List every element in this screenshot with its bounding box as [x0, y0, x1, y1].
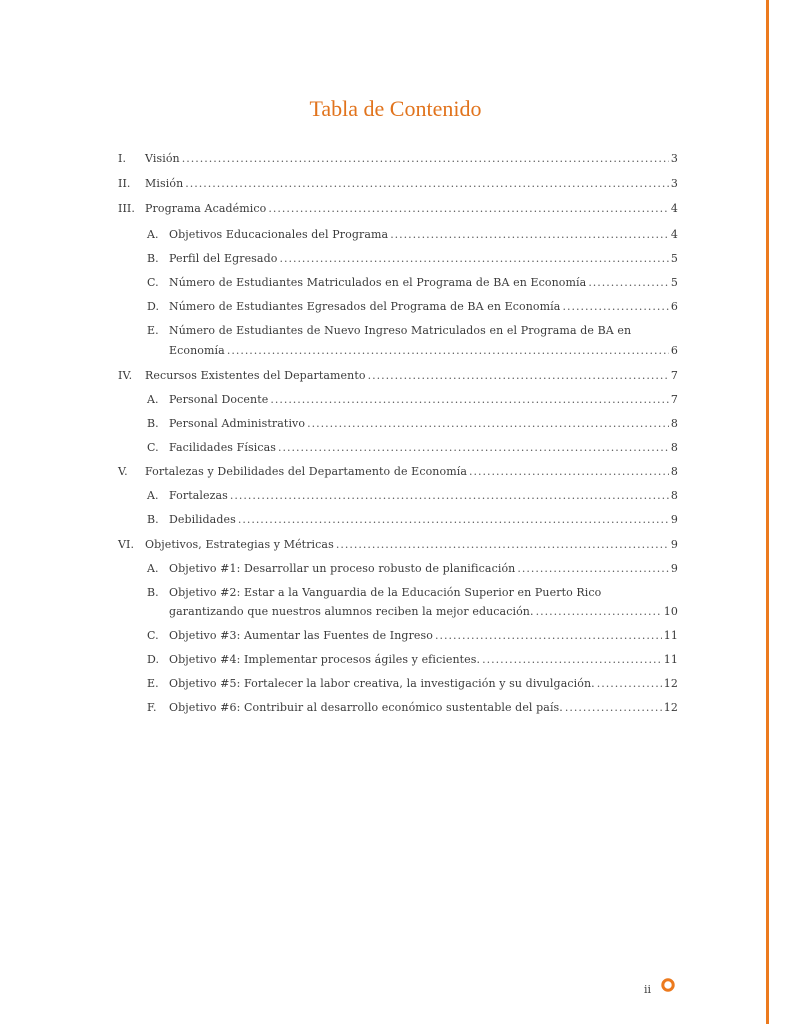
toc-entry-label: Fortalezas	[169, 489, 228, 502]
dot-leader	[182, 152, 669, 165]
toc-entry-number: V.	[118, 465, 128, 478]
toc-entry-label: Objetivo #4: Implementar procesos ágiles y eficientes.	[169, 653, 481, 666]
dot-leader	[469, 465, 669, 478]
toc-entry-label: garantizando que nuestros alumnos reciben la mejor educación.	[169, 605, 534, 618]
dot-leader	[517, 562, 669, 575]
toc-entry-fortalezas-debilidades[interactable]	[118, 465, 678, 481]
toc-entry-label: Número de Estudiantes Egresados del Programa de BA en Economía	[169, 300, 561, 313]
dot-leader	[562, 300, 668, 313]
toc-entry-label: Visión	[145, 152, 180, 165]
toc-entry-page: 5	[670, 276, 678, 289]
toc-entry-personal-administrativo[interactable]	[118, 417, 678, 433]
toc-entry-page: 3	[670, 177, 678, 190]
toc-entry-label: Fortalezas y Debilidades del Departamento de Economía	[145, 465, 468, 478]
toc-entry-perfil-egresado[interactable]	[118, 252, 678, 268]
toc-entry-page: 8	[670, 489, 678, 502]
toc-entry-page: 5	[670, 252, 678, 265]
toc-entry-label: Perfil del Egresado	[169, 252, 278, 265]
toc-entry-objetivo-1[interactable]	[118, 562, 678, 578]
dot-leader	[597, 677, 662, 690]
toc-entry-number: E.	[147, 324, 159, 337]
toc-entry-label: Misión	[145, 177, 184, 190]
toc-entry-objetivo-6[interactable]	[118, 701, 678, 717]
toc-entry-number: VI.	[118, 538, 135, 551]
toc-entry-programa-academico[interactable]	[118, 202, 678, 218]
dot-leader	[238, 513, 669, 526]
toc-entry-mision[interactable]	[118, 177, 678, 193]
toc-entry-recursos-existentes[interactable]	[118, 369, 678, 385]
toc-entry-page: 6	[670, 300, 678, 313]
toc-entry-facilidades-fisicas[interactable]	[118, 441, 678, 457]
toc-entry-page: 12	[663, 701, 678, 714]
dot-leader	[278, 441, 669, 454]
toc-entry-label: Personal Administrativo	[169, 417, 306, 430]
toc-entry-number: A.	[147, 228, 159, 241]
dot-leader	[307, 417, 669, 430]
toc-entry-page: 7	[670, 369, 678, 382]
dot-leader	[435, 629, 662, 642]
toc-entry-number: B.	[147, 417, 159, 430]
toc-entry-label: Economía	[169, 344, 225, 357]
toc-entry-label: Objetivo #1: Desarrollar un proceso robusto de planificación	[169, 562, 516, 575]
toc-entry-label: Número de Estudiantes Matriculados en el Programa de BA en Economía	[169, 276, 587, 289]
toc-entry-page: 9	[670, 513, 678, 526]
toc-entry-number: D.	[147, 300, 160, 313]
toc-entry-fortalezas[interactable]	[118, 489, 678, 505]
toc-entry-number: C.	[147, 276, 159, 289]
toc-entry-page: 4	[670, 228, 678, 241]
toc-entry-number: I.	[118, 152, 127, 165]
toc-entry-label: Personal Docente	[169, 393, 269, 406]
toc-entry-page: 8	[670, 441, 678, 454]
toc-entry-label: Objetivo #6: Contribuir al desarrollo económico sustentable del país.	[169, 701, 563, 714]
toc-entry-page: 4	[670, 202, 678, 215]
toc-entry-label: Objetivo #5: Fortalecer la labor creativa, la investigación y su divulgación.	[169, 677, 595, 690]
dot-leader	[279, 252, 668, 265]
dot-leader	[230, 489, 669, 502]
toc-entry-number: A.	[147, 562, 159, 575]
toc-entry-page: 11	[663, 653, 678, 666]
toc-entry-label-line1: Objetivo #2: Estar a la Vanguardia de la Educación Superior en Puerto Rico	[169, 586, 602, 599]
toc-entry-label: Programa Académico	[145, 202, 267, 215]
toc-entry-page: 10	[663, 605, 678, 618]
page-title: Tabla de Contenido	[309, 96, 482, 121]
toc-entry-debilidades[interactable]	[118, 513, 678, 529]
dot-leader	[368, 369, 669, 382]
toc-entry-number: C.	[147, 629, 159, 642]
toc-entry-page: 8	[670, 465, 678, 478]
toc-entry-number: E.	[147, 677, 159, 690]
toc-entry-number: A.	[147, 489, 159, 502]
toc-entry-number: B.	[147, 586, 159, 599]
toc-entry-label: Objetivos, Estrategias y Métricas	[145, 538, 334, 551]
toc-entry-number: F.	[147, 701, 157, 714]
dot-leader	[565, 701, 662, 714]
toc-entry-number: II.	[118, 177, 131, 190]
toc-entry-objetivos-estrategias[interactable]	[118, 538, 678, 554]
page-number: ii	[644, 983, 652, 996]
toc-entry-objetivo-2[interactable]	[118, 586, 678, 622]
toc-entry-estudiantes-egresados[interactable]	[118, 300, 678, 316]
dot-leader	[390, 228, 669, 241]
toc-entry-number: D.	[147, 653, 160, 666]
dot-leader	[336, 538, 669, 551]
toc-entry-page: 9	[670, 538, 678, 551]
toc-entry-objetivo-4[interactable]	[118, 653, 678, 669]
toc-entry-number: C.	[147, 441, 159, 454]
toc-entry-label: Objetivos Educacionales del Programa	[169, 228, 389, 241]
toc-entry-label: Facilidades Físicas	[169, 441, 277, 454]
toc-entry-vision[interactable]	[118, 152, 678, 168]
dot-leader	[227, 344, 669, 357]
toc-entry-page: 8	[670, 417, 678, 430]
toc-entry-number: IV.	[118, 369, 133, 382]
toc-entry-objetivo-3[interactable]	[118, 629, 678, 645]
side-accent-rule	[766, 0, 769, 1024]
dot-leader	[268, 202, 669, 215]
dot-leader	[482, 653, 662, 666]
toc-entry-personal-docente[interactable]	[118, 393, 678, 409]
toc-entry-objetivo-5[interactable]	[118, 677, 678, 693]
toc-entry-page: 3	[670, 152, 678, 165]
dot-leader	[536, 605, 662, 618]
toc-entry-number: B.	[147, 252, 159, 265]
toc-entry-objetivos-educacionales[interactable]	[118, 228, 678, 244]
toc-entry-page: 6	[670, 344, 678, 357]
toc-entry-nuevo-ingreso[interactable]	[118, 324, 678, 360]
toc-entry-label-line1: Número de Estudiantes de Nuevo Ingreso Matriculados en el Programa de BA en	[169, 324, 632, 337]
circle-logo-icon	[661, 978, 675, 992]
toc-entry-number: III.	[118, 202, 135, 215]
toc-entry-number: A.	[147, 393, 159, 406]
toc-entry-page: 11	[663, 629, 678, 642]
toc-entry-label: Objetivo #3: Aumentar las Fuentes de Ingreso	[169, 629, 434, 642]
toc-entry-page: 12	[663, 677, 678, 690]
toc-entry-label: Debilidades	[169, 513, 236, 526]
toc-entry-number: B.	[147, 513, 159, 526]
toc-entry-estudiantes-matriculados[interactable]	[118, 276, 678, 292]
toc-entry-page: 7	[670, 393, 678, 406]
toc-entry-label: Recursos Existentes del Departamento	[145, 369, 366, 382]
dot-leader	[185, 177, 669, 190]
dot-leader	[588, 276, 669, 289]
toc-entry-page: 9	[670, 562, 678, 575]
dot-leader	[270, 393, 669, 406]
